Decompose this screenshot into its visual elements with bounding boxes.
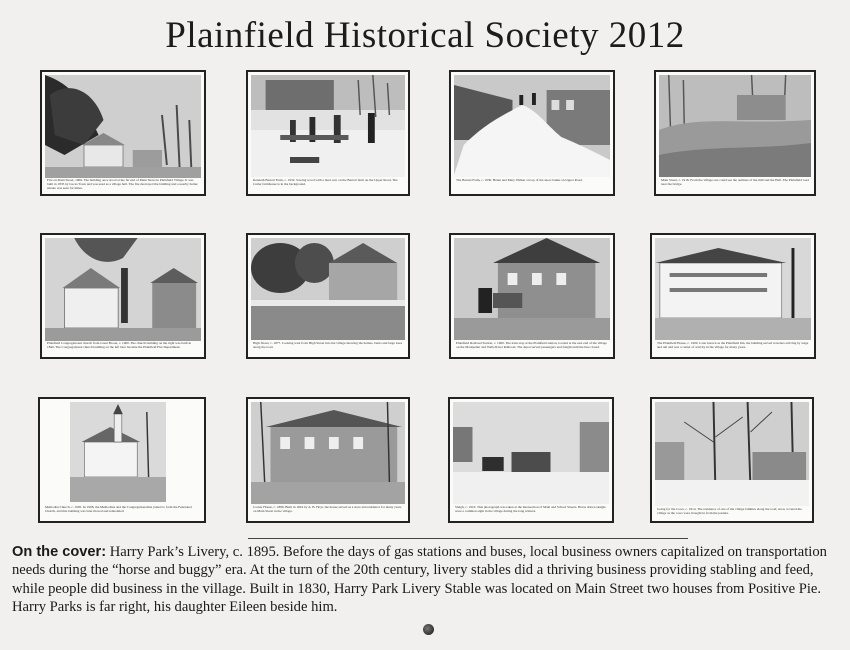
photo [45, 238, 201, 341]
photo-card [246, 233, 410, 359]
photo [454, 238, 610, 340]
photo-caption: Fire on Main Street, 1906. The building once stood at the far end of Main Street in Plainfield Village. It was built in 1835 by Lucas Town and was used as a village hall. The fire destroyed the building and a nearby home; smoke was seen for miles. [47, 178, 199, 190]
photo-caption: Plainfield Railroad Station, c. 1900. The train stop at the Plainfield station, located at the east end of the village on the Montpelier and Wells River Railroad. The depot served passengers and freight until the line closed. [456, 341, 607, 349]
photo [454, 75, 610, 177]
photo-card [246, 70, 410, 196]
photo-caption: High Street, c. 1877. Looking west from High Street into the village showing the homes, barns and large trees along the road. [253, 341, 403, 349]
photo [45, 75, 201, 178]
photo-card [448, 397, 614, 523]
photo-card [654, 70, 816, 196]
photo-card [650, 397, 814, 523]
photo-caption: Methodist Church, c. 1905. In 1908, the Methodists and the Congregationalists joined to form the Federated Church, and this building was later moved and remodeled. [45, 505, 192, 513]
photo-caption: Main Street, c. 1918. From the village one could see the outlines of the mill and the Hall. The Plainfield road near the bridge. [661, 178, 809, 186]
photo-card [449, 233, 615, 359]
photo [70, 402, 166, 502]
photo-caption: Kenneth Barrett Farm, c. 1932. Sawing wood with a buzz saw on the Barrett farm on the Upper Road. The Cutler farmhouse is in the background. [253, 178, 398, 186]
photo-caption: Corner House, c. 1880. Built in 1824 by A. B. Hoyt, the house served as a store and residence for many years on Main Street in the village. [253, 505, 402, 513]
page-title: Plainfield Historical Society 2012 [165, 15, 685, 56]
photo-caption: Going for the Cows, c. 1914. The residence of one of the village families along the road; snow covered the village as the cows were brought in from the pasture. [657, 507, 802, 515]
photo [251, 402, 405, 504]
photo [655, 238, 811, 340]
binder-hole [423, 624, 434, 635]
photo-card [40, 70, 206, 196]
photo [251, 75, 405, 177]
photo-caption: The Barrett Farm, c. 1930. Helen and Mary Walker on top of the snow banks on Upper Road. [456, 178, 583, 182]
photo [453, 402, 609, 504]
photo-card [40, 233, 206, 359]
photo-caption: Sleigh, c. 1910. This photograph was taken at the intersection of Main and School Streets. Horse drawn sleighs were a common sight in the village during the long winters. [455, 505, 606, 513]
photo [655, 402, 809, 506]
cover-text: Harry Park’s Livery, c. 1895. Before the days of gas stations and buses, local business owners capitalized on transportation needs during the “horse and buggy” era. At the turn of the 20th century, livery stables did a thriving business providing stabling and feed, while people did business in the village. Built in 1830, Harry Park Livery Stable was located on Main Street two houses from Positive Pie. Harry Parks is far right, his daughter Eileen beside him. [12, 544, 827, 616]
photo [251, 238, 405, 340]
photo-card [38, 397, 206, 523]
photo-card [246, 397, 410, 523]
photo-caption: Plainfield Congregational church from Great Brook, c. 1900. The church building on the right was built in 1840. The Congregational church building on the left later became the Plainfield Fire Department. [47, 341, 192, 349]
photo-card [650, 233, 816, 359]
cover-description [12, 543, 842, 617]
photo-card [449, 70, 615, 196]
divider [248, 538, 688, 539]
cover-lead: On the cover: [12, 544, 107, 560]
photo [659, 75, 811, 177]
photo-caption: The Plainfield House, c. 1909. Later known as the Plainfield Inn, the building served travelers arriving by stage and rail and was a center of activity in the village for many years. [657, 341, 809, 349]
